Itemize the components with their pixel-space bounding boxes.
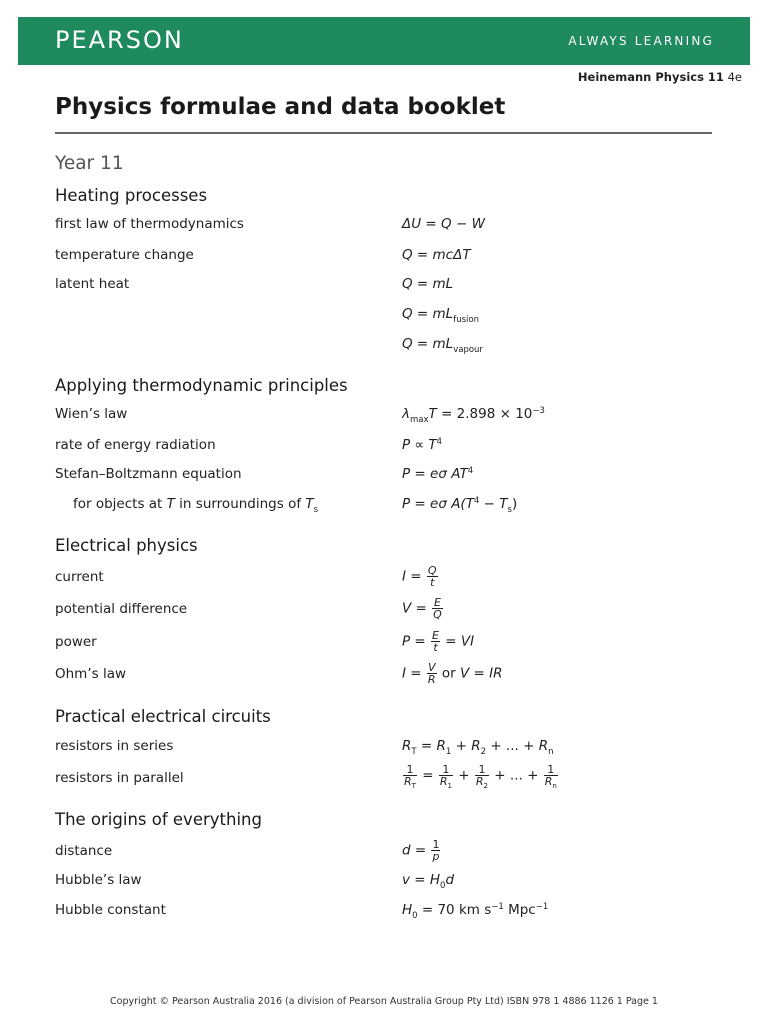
year-heading: Year 11: [55, 153, 124, 174]
formula-wien: $\lambda_{max}T = 2.898 \times 10^{-3}$: [402, 406, 545, 425]
section-heading-electrical: Electrical physics: [55, 536, 198, 555]
edition-number: 4e: [727, 70, 742, 84]
label-ohms-law: Ohm’s law: [55, 666, 127, 682]
book-title: Heinemann Physics 11: [577, 70, 724, 84]
formula-parallel: $\frac{1}{R_T}$ = $\frac{1}{R_1}$ + $\frac{1}{R_2}$ + ... + $\frac{1}{R_n}$: [404, 763, 557, 790]
label-power: power: [55, 634, 97, 650]
formula-current: I = $\frac{Q}{t}$: [402, 564, 437, 589]
formula-potential-difference: V = $\frac{E}{Q}$: [402, 596, 442, 621]
label-distance: distance: [55, 843, 113, 859]
formula-rate-energy: $P \propto T^4$: [402, 437, 443, 453]
label-latent-heat: latent heat: [55, 276, 130, 292]
formula-distance: d = $\frac{1}{p}$: [402, 838, 440, 863]
formula-series: $R_T = R_1 + R_2$ + ... + $R_n$: [402, 738, 554, 757]
title-divider: [55, 132, 712, 134]
formula-latent-heat-fusion: $Q = mL_{fusion}$: [402, 306, 479, 325]
label-stefan-boltzmann: Stefan–Boltzmann equation: [55, 466, 242, 482]
label-hubbles-law: Hubble’s law: [55, 872, 142, 888]
book-edition: [578, 70, 742, 84]
label-temperature-change: temperature change: [55, 247, 194, 263]
formula-power: P = $\frac{E}{t}$ = VI: [402, 629, 475, 654]
section-heading-origins: The origins of everything: [55, 810, 262, 829]
label-wien: Wien’s law: [55, 406, 128, 422]
label-series: resistors in series: [55, 738, 174, 754]
formula-hubble-constant: $H_0 = 70$ km $s^{-1}$ Mpc$^{-1}$: [402, 902, 549, 921]
label-rate-energy: rate of energy radiation: [55, 437, 216, 453]
formula-first-law: ΔU = Q − W: [402, 216, 485, 232]
label-surroundings: for objects at T in surroundings of $T_s$: [73, 496, 319, 515]
page-title: Physics formulae and data booklet: [55, 94, 506, 120]
formula-hubbles-law: $v = H_0d$: [402, 872, 455, 891]
formula-stefan-boltzmann: P = eσ $AT^4$: [402, 466, 474, 482]
formula-temperature-change: Q = mcΔT: [402, 247, 471, 263]
formula-latent-heat: Q = mL: [402, 276, 454, 292]
label-parallel: resistors in parallel: [55, 770, 184, 786]
section-heading-thermo: Applying thermodynamic principles: [55, 376, 348, 395]
label-potential-difference: potential difference: [55, 601, 188, 617]
formula-surroundings: P = eσ $A(T^4 - T_s)$: [402, 496, 518, 515]
formula-ohms-law: I = $\frac{V}{R}$ or V = IR: [402, 661, 503, 686]
page-footer: Copyright © Pearson Australia 2016 (a division of Pearson Australia Group Pty Ltd) ISBN 978 1 4886 1126 1 Page 1: [110, 996, 658, 1007]
pearson-banner: [18, 17, 750, 65]
label-first-law: first law of thermodynamics: [55, 216, 244, 232]
label-current: current: [55, 569, 104, 585]
formula-latent-heat-vapour: $Q = mL_{vapour}$: [402, 336, 483, 355]
label-hubble-constant: Hubble constant: [55, 902, 166, 918]
tagline: ALWAYS LEARNING: [568, 34, 714, 48]
pearson-logo: PEARSON: [55, 26, 184, 54]
section-heading-heating: Heating processes: [55, 186, 208, 205]
section-heading-circuits: Practical electrical circuits: [55, 707, 271, 726]
